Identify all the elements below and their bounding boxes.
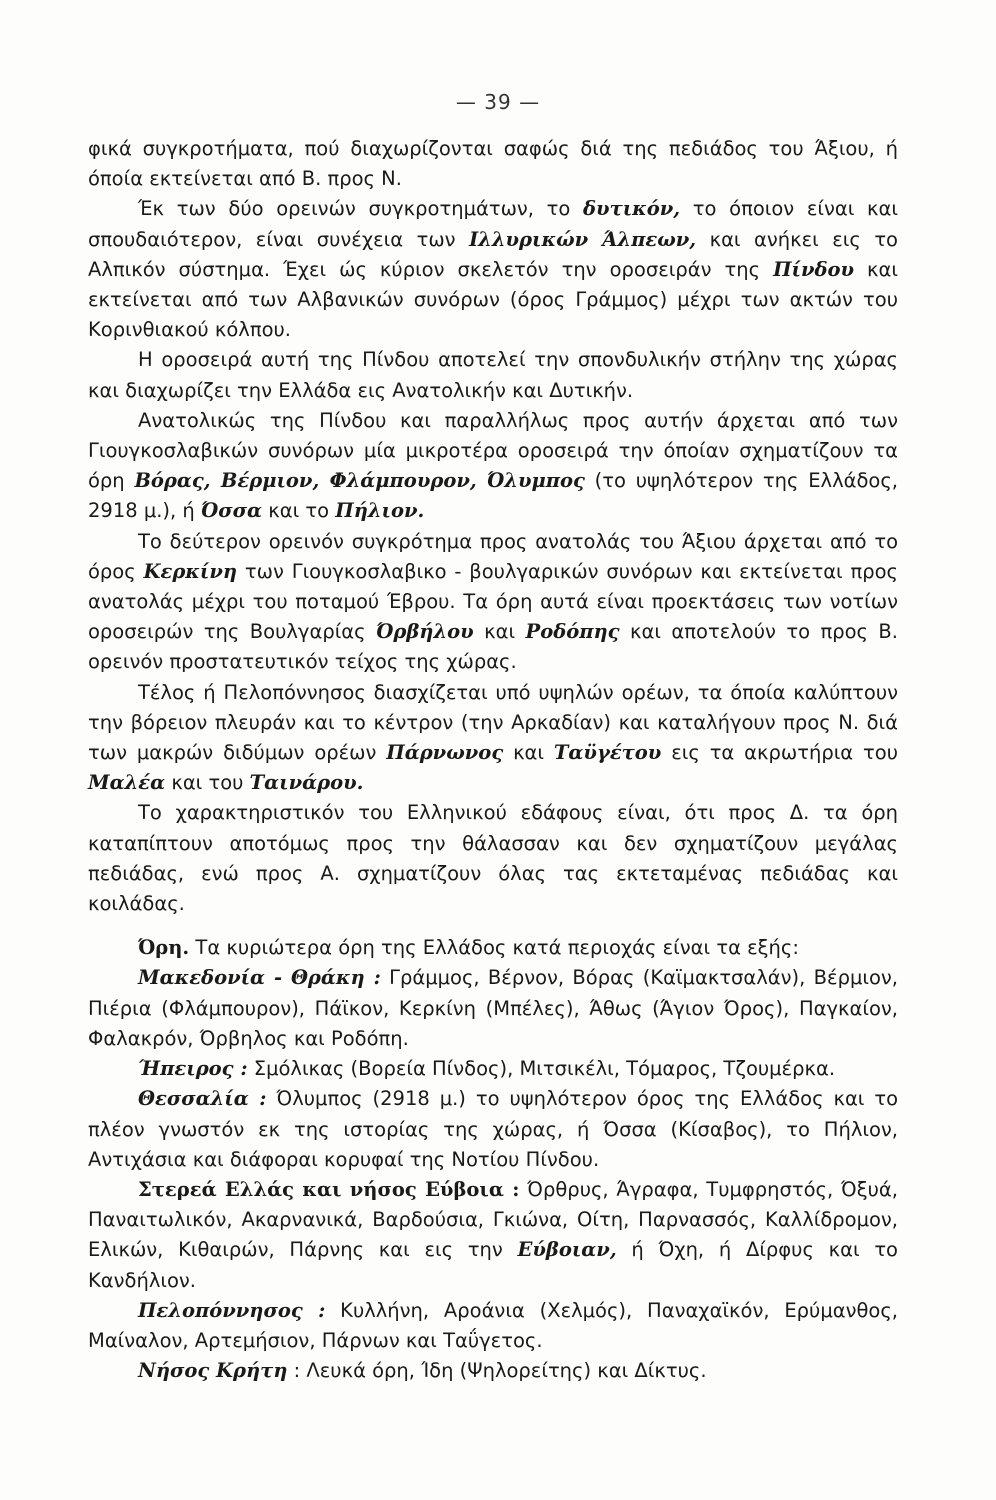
paragraph-1	[88, 134, 898, 194]
region-label: Ήπειρος :	[138, 1057, 248, 1081]
emphasis-term: Βόρας, Βέρμιον, Φλάμπουρον, Όλυμπος	[134, 469, 585, 493]
text-run: το όποιον είναι και σπουδαιότερον, είναι συνέχεια των	[88, 197, 898, 251]
text-run: Γράμμος, Βέρνον, Βόρας (Καϊμακτσαλάν), Βέρμιον, Πιέρια (Φλάμπουρον), Πάϊκον, Κερκίνη (Μπέλες), Άθως (Άγιον Όρος), Παγκαίον, Φαλακρόν, Όρβηλος και Ροδόπη.	[88, 966, 898, 1050]
text-run: Τα κυριώτερα όρη της Ελλάδος κατά περιοχάς είναι τα εξής:	[189, 936, 799, 960]
paragraph-2	[88, 194, 898, 345]
region-label: Μακεδονία - Θράκη :	[138, 966, 381, 990]
region-label: Πελοπόννησος :	[138, 1298, 326, 1322]
region-sterea-evia	[88, 1175, 898, 1296]
text-run: (το υψηλότερον της Ελλάδος, 2918 μ.), ή	[88, 469, 898, 523]
text-run: Ανατολικώς της Πίνδου και παραλλήλως προς αυτήν άρχεται από των Γιουγκοσλαβικών συνόρων μία μικροτέρα οροσειρά την όποίαν σχηματίζουν τα όρη	[88, 408, 898, 493]
page-body	[88, 134, 898, 1386]
text-run: και εκτείνεται από των Αλβανικών συνόρων (όρος Γράμμος) μέχρι των ακτών του Κορινθιακού κόλπου.	[88, 257, 898, 342]
paragraph-4	[88, 406, 898, 527]
emphasis-term: Όρβήλου	[376, 620, 474, 644]
paragraph-5	[88, 527, 898, 678]
text-run: και	[503, 741, 554, 765]
text-run: και το	[262, 499, 336, 523]
text-run: : Λευκά όρη, Ίδη (Ψηλορείτης) και Δίκτυς.	[287, 1359, 707, 1383]
text-run: εις τα ακρωτήρια του	[661, 741, 898, 765]
emphasis-term: Πίνδου	[773, 257, 855, 281]
region-label: Νήσος Κρήτη	[138, 1359, 288, 1383]
page-number: — 39 —	[455, 90, 541, 114]
text-run: Τέλος ή Πελοπόννησος διασχίζεται υπό υψηλών ορέων, τα όποία καλύπτουν την βόρειον πλευράν και το κέντρον (την Αρκαδίαν) και καταλήγουν προς Ν. διά των μακρών διδύμων ορέων	[88, 680, 898, 765]
emphasis-term: Πήλιον.	[335, 499, 425, 523]
text-run: και	[473, 620, 526, 644]
region-label: Στερεά Ελλάς και νήσος Εύβοια :	[138, 1177, 520, 1201]
emphasis-term: Ταϋγέτου	[553, 741, 662, 765]
section-gap	[88, 919, 898, 933]
emphasis-term: Μαλέα	[88, 771, 166, 795]
emphasis-term: Ταινάρου.	[249, 771, 364, 795]
text-run: Όλυμπος (2918 μ.) το υψηλότερον όρος της Ελλάδος και το πλέον γνωστόν εκ της ιστορίας της χώρας, ή Όσσα (Κίσαβος), το Πήλιον, Αντιχάσια και διάφοραι κορυφαί της Νοτίου Πίνδου.	[88, 1087, 899, 1171]
text-run: Το χαρακτηριστικόν του Ελληνικού εδάφους είναι, ότι προς Δ. τα όρη καταπίπτουν αποτόμως προς την θάλασσαν και δεν σχηματίζουν μεγάλας πεδιάδας, ενώ προς Α. σχηματίζουν όλας τας εκτεταμένας πεδιάδας και κοιλάδας.	[88, 801, 898, 916]
emphasis-term: Ιλλυρικών Άλπεων,	[469, 227, 697, 251]
region-epirus	[88, 1054, 898, 1084]
text-run: φικά συγκροτήματα, πού διαχωρίζονται σαφώς διά της πεδιάδος του Άξιου, ή όποία εκτείνεται από Β. προς Ν.	[88, 137, 898, 191]
text-run: και του	[165, 771, 250, 795]
section-heading-mountains	[88, 933, 898, 963]
text-run: Η οροσειρά αυτή της Πίνδου αποτελεί την σπονδυλικήν στήλην της χώρας και διαχωρίζει την Ελλάδα εις Ανατολικήν και Δυτικήν.	[88, 348, 898, 402]
text-run: ή Όχη, ή Δίρφυς και το Κανδήλιον.	[88, 1238, 898, 1292]
region-thessaly	[88, 1084, 898, 1175]
paragraph-3	[88, 345, 898, 405]
paragraph-7	[88, 798, 898, 919]
text-run: και ανήκει εις το Αλπικόν σύστημα. Έχει ώς κύριον σκελετόν την οροσειράν της	[88, 227, 898, 281]
region-peloponnese	[88, 1296, 898, 1356]
text-run: Όρθρυς, Άγραφα, Τυμφρηστός, Όξυά, Παναιτωλικόν, Ακαρνανικά, Βαρδούσια, Γκιώνα, Οίτη, Παρνασσός, Καλλίδρομον, Ελικών, Κιθαιρών, Πάρνης και εις την	[88, 1177, 898, 1262]
emphasis-term: Εύβοιαν,	[517, 1238, 617, 1262]
emphasis-term: δυτικόν,	[583, 197, 681, 221]
text-run: των Γιουγκοσλαβικο - βουλγαρικών συνόρων και εκτείνεται προς ανατολάς μέχρι του ποταμού Έβρου. Τα όρη αυτά είναι προεκτάσεις των νοτίων οροσειρών της Βουλγαρίας	[88, 559, 898, 644]
region-crete	[88, 1356, 898, 1386]
text-run: Σμόλικας (Βορεία Πίνδος), Μιτσικέλι, Τόμαρος, Τζουμέρκα.	[247, 1057, 836, 1081]
region-macedonia-thrace	[88, 963, 898, 1054]
emphasis-term: Ροδόπης	[525, 620, 620, 644]
emphasis-term: Όσσα	[201, 499, 263, 523]
region-label: Θεσσαλία :	[138, 1087, 267, 1111]
emphasis-term: Πάρνωνος	[386, 741, 504, 765]
text-run: Κυλλήνη, Αροάνια (Χελμός), Παναχαϊκόν, Ερύμανθος, Μαίναλον, Αρτεμήσιον, Πάρνων και Ταΰγετος.	[88, 1298, 898, 1352]
heading-label: Όρη.	[138, 936, 190, 960]
emphasis-term: Κερκίνη	[143, 559, 238, 583]
text-run: Έκ των δύο ορεινών συγκροτημάτων, το	[138, 197, 584, 221]
text-run: και αποτελούν το προς Β. ορεινόν προστατευτικόν τείχος της χώρας.	[88, 620, 898, 674]
text-run: Το δεύτερον ορεινόν συγκρότημα προς ανατολάς του Άξιου άρχεται από το όρος	[88, 529, 898, 583]
paragraph-6	[88, 678, 898, 799]
